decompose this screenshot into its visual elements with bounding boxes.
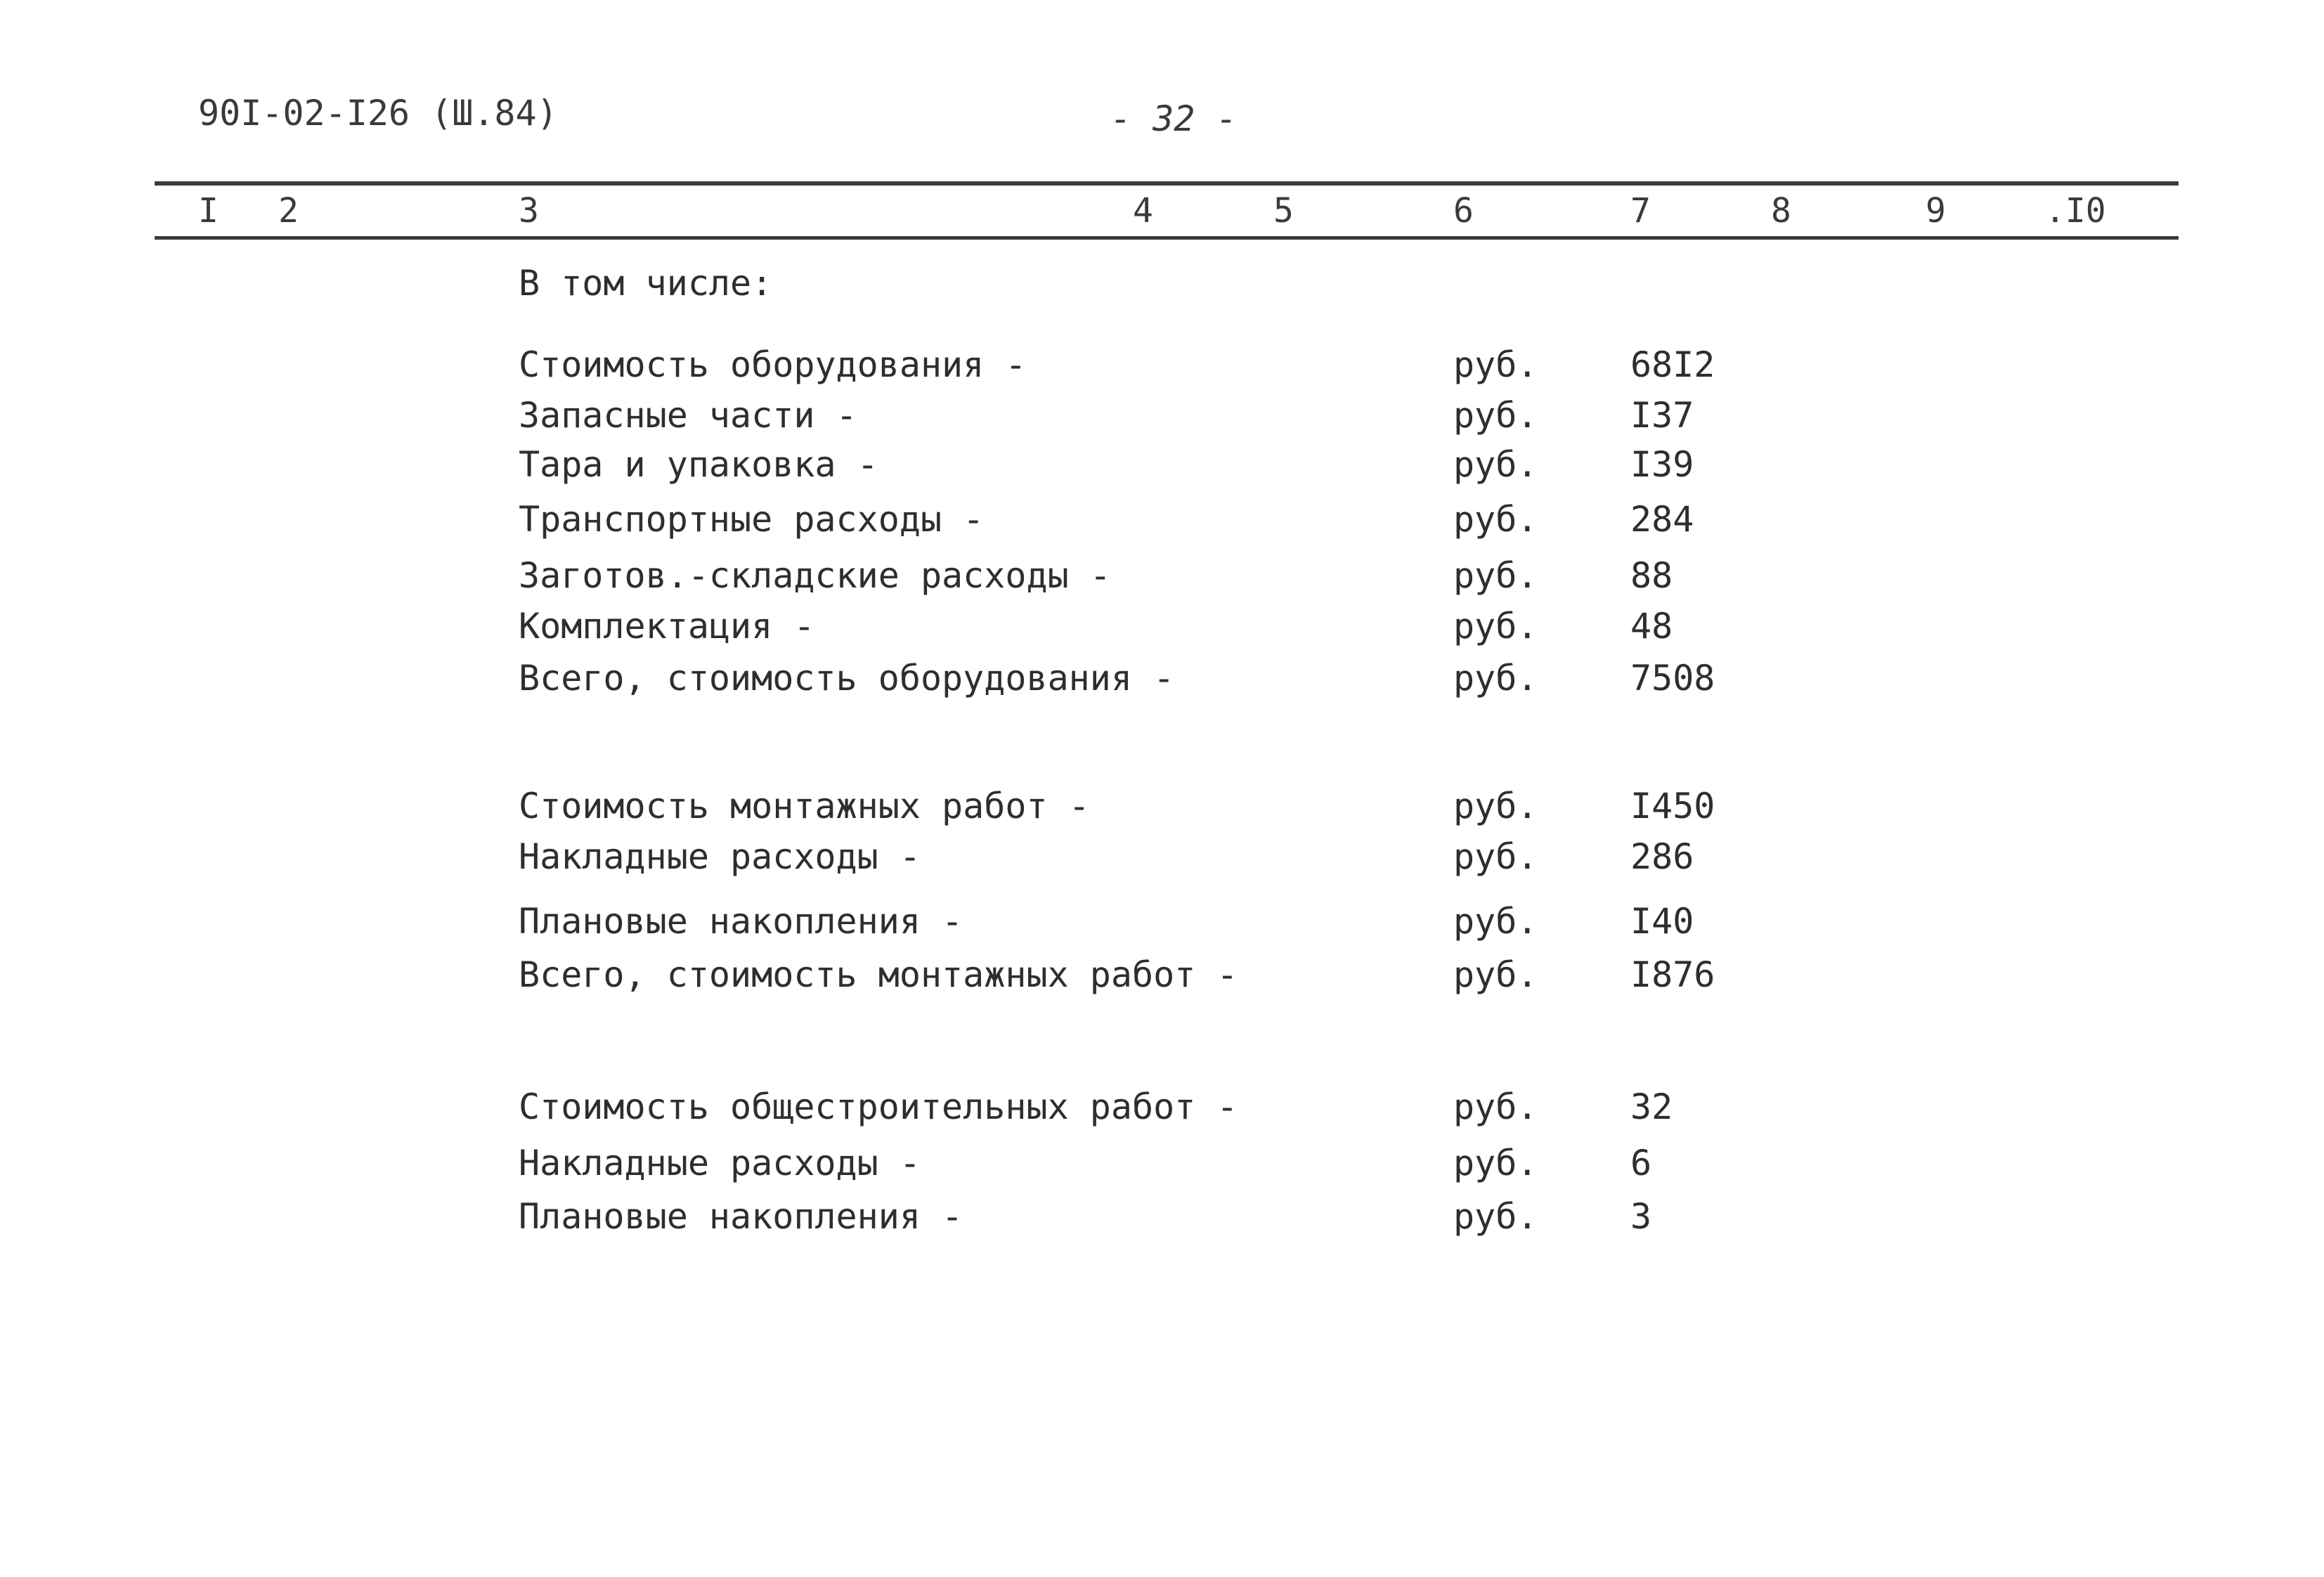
row-unit: руб. xyxy=(1453,344,1538,385)
row-label: Накладные расходы - xyxy=(519,836,921,877)
column-number-4: 4 xyxy=(1133,191,1153,231)
row-label: Транспортные расходы - xyxy=(519,499,985,540)
row-label: Стоимость оборудования - xyxy=(519,344,1027,385)
row-unit: руб. xyxy=(1453,786,1538,826)
row-label: Накладные расходы - xyxy=(519,1143,921,1183)
row-value: 88 xyxy=(1630,555,1673,596)
row-value: 68I2 xyxy=(1630,344,1715,385)
row-unit: руб. xyxy=(1453,555,1538,596)
row-label: Стоимость монтажных работ - xyxy=(519,786,1090,826)
table-row xyxy=(0,395,2324,437)
row-value: I37 xyxy=(1630,395,1694,436)
row-value: 286 xyxy=(1630,836,1694,877)
table-row xyxy=(0,836,2324,878)
table-row xyxy=(0,954,2324,997)
row-value: 32 xyxy=(1630,1086,1673,1127)
row-label: Тара и упаковка - xyxy=(519,444,878,485)
row-value: I450 xyxy=(1630,786,1715,826)
table-row xyxy=(0,606,2324,648)
row-unit: руб. xyxy=(1453,606,1538,647)
row-unit: руб. xyxy=(1453,1143,1538,1183)
column-number-8: 8 xyxy=(1771,191,1791,231)
row-value: 3 xyxy=(1630,1196,1652,1237)
row-label: Заготов.-складские расходы - xyxy=(519,555,1111,596)
column-number-3: 3 xyxy=(519,191,539,231)
page-number: - 32 - xyxy=(1110,98,1238,139)
table-row xyxy=(0,786,2324,828)
row-value: I39 xyxy=(1630,444,1694,485)
row-unit: руб. xyxy=(1453,901,1538,942)
row-label: Плановые накопления - xyxy=(519,1196,963,1237)
row-unit: руб. xyxy=(1453,836,1538,877)
column-number-2: 2 xyxy=(278,191,299,231)
table-row xyxy=(0,1143,2324,1185)
row-unit: руб. xyxy=(1453,444,1538,485)
table-row xyxy=(0,344,2324,387)
column-number-7: 7 xyxy=(1630,191,1651,231)
row-unit: руб. xyxy=(1453,658,1538,699)
subheading: В том числе: xyxy=(519,263,773,304)
column-number-10: .I0 xyxy=(2045,191,2106,231)
table-row xyxy=(0,658,2324,700)
column-number-6: 6 xyxy=(1453,191,1474,231)
row-unit: руб. xyxy=(1453,1086,1538,1127)
table-top-rule xyxy=(155,181,2179,186)
table-row xyxy=(0,901,2324,943)
row-label: Всего, стоимость монтажных работ - xyxy=(519,954,1238,995)
row-label: Запасные части - xyxy=(519,395,857,436)
row-label: Комплектация - xyxy=(519,606,815,647)
column-number-1: I xyxy=(198,191,219,231)
column-number-9: 9 xyxy=(1926,191,1946,231)
row-value: I40 xyxy=(1630,901,1694,942)
row-value: 7508 xyxy=(1630,658,1715,699)
column-number-5: 5 xyxy=(1273,191,1294,231)
table-row xyxy=(0,1196,2324,1238)
row-value: 48 xyxy=(1630,606,1673,647)
table-header-rule xyxy=(155,236,2179,240)
document-code: 90I-02-I26 (Ш.84) xyxy=(198,93,558,134)
table-row xyxy=(0,1086,2324,1129)
row-unit: руб. xyxy=(1453,954,1538,995)
row-value: 284 xyxy=(1630,499,1694,540)
row-unit: руб. xyxy=(1453,499,1538,540)
table-row xyxy=(0,499,2324,541)
row-label: Всего, стоимость оборудования - xyxy=(519,658,1175,699)
row-value: 6 xyxy=(1630,1143,1652,1183)
row-label: Стоимость общестроительных работ - xyxy=(519,1086,1238,1127)
table-row xyxy=(0,555,2324,597)
row-unit: руб. xyxy=(1453,1196,1538,1237)
row-unit: руб. xyxy=(1453,395,1538,436)
table-row xyxy=(0,444,2324,486)
row-value: I876 xyxy=(1630,954,1715,995)
row-label: Плановые накопления - xyxy=(519,901,963,942)
